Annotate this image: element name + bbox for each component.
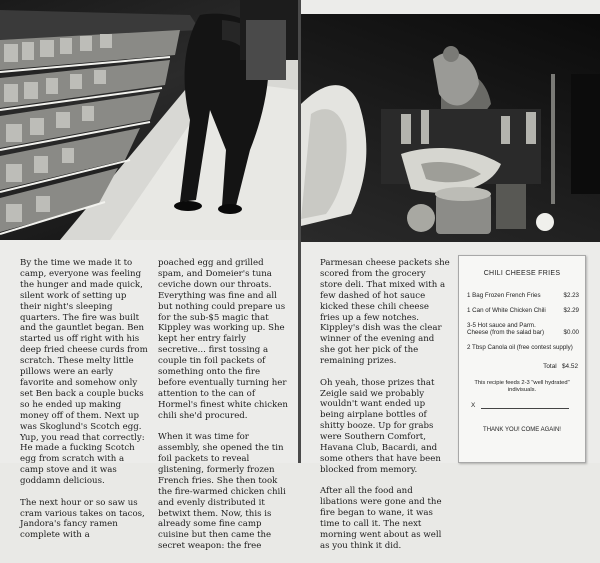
- receipt-item: [467, 344, 579, 351]
- article-column-3: [320, 258, 450, 562]
- receipt-total-value: $4.52: [562, 363, 578, 370]
- article-paragraph: The next hour or so saw us cram various takes on tacos, Jandora's fancy ramen complete with a: [20, 497, 145, 541]
- receipt-item: [467, 307, 579, 314]
- campsite-illustration: [301, 14, 600, 242]
- receipt-item-price: $2.23: [563, 292, 579, 299]
- article-column-1: [20, 258, 148, 552]
- receipt-item-price: $0.00: [563, 329, 579, 336]
- receipt-item-name: 1 Bag Frozen French Fries: [467, 292, 541, 299]
- article-column-2: [158, 258, 288, 563]
- receipt-item-name: 1 Can of White Chicken Chili: [467, 307, 546, 314]
- receipt-item: [467, 292, 579, 299]
- receipt-signature-line: [481, 408, 569, 409]
- article-paragraph: Oh yeah, those prizes that Zeigle said we probably wouldn't want ended up being airplane bottles of shitty booze. Up for grabs were Southern Comfort, Havana Club, Bacardi, and some others that have been blocked from memory.: [320, 377, 441, 475]
- receipt-item: [467, 322, 579, 337]
- receipt-item-price: $2.29: [563, 307, 579, 314]
- receipt-total-label: Total: [543, 363, 557, 370]
- receipt-signature-mark: X: [471, 402, 476, 409]
- receipt-item-name: 3-5 Hot sauce and Parm. Cheese (from the salad bar): [467, 322, 545, 337]
- article-paragraph: By the time we made it to camp, everyone was feeling the hunger and made quick, silent work of setting up their night's sleeping quarters. The fire was built and the gauntlet began. Ben started us off right with his deep fried cheese curds from scratch. These melty little pillows were an early favorite and somehow only set Ben back a couple bucks so he ended up making money off of them. Next up was Skoglund's Scotch egg. Yup, you read that correctly: He made a fucking Scotch egg from scratch with a camp stove and it was goddamn delicious.: [20, 258, 148, 487]
- article-paragraph: When it was time for assembly, she opened the tin foil packets to reveal glistening, formerly frozen French fries. She then took the fire-warmed chicken chili and evenly distributed it betwixt them. Now, this is already some fine camp cuisine but then came the secret weapon: the free: [158, 432, 286, 552]
- article-paragraph: After all the food and libations were gone and the fire began to wane, it was time to call it. The next morning went about as well as you think it did.: [320, 486, 442, 551]
- grocery-aisle-illustration: [0, 0, 298, 240]
- receipt-thanks: THANK YOU! COME AGAIN!: [483, 427, 561, 433]
- receipt-item-name: 2 Tbsp Canola oil (free contest supply): [467, 344, 573, 351]
- receipt-servings-note: This recipie feeds 2-3 "well hydrated" indivisuals.: [474, 380, 570, 394]
- receipt-total: [467, 363, 578, 370]
- article-paragraph: Parmesan cheese packets she scored from the grocery store deli. That mixed with a few dashed of hot sauce kicked these chili cheese fries up a few notches. Kippley's dish was the clear winner of the evening and she got her pick of the remaining prizes.: [320, 258, 450, 367]
- grocery-aisle-photo: [0, 0, 298, 240]
- campsite-photo: [301, 14, 600, 242]
- article-paragraph: poached egg and grilled spam, and Domeier's tuna ceviche down our throats. Everything was fine and all but nothing could prepare us for the sub-$5 magic that Kippley was working up. She kept her entry fairly secretive... first tossing a couple tin foil packets of something onto the fire before eventually turning her attention to the can of Hormel's finest white chicken chili she'd procured.: [158, 258, 288, 421]
- recipe-receipt: [458, 255, 586, 463]
- receipt-title: CHILI CHEESE FRIES: [483, 270, 561, 277]
